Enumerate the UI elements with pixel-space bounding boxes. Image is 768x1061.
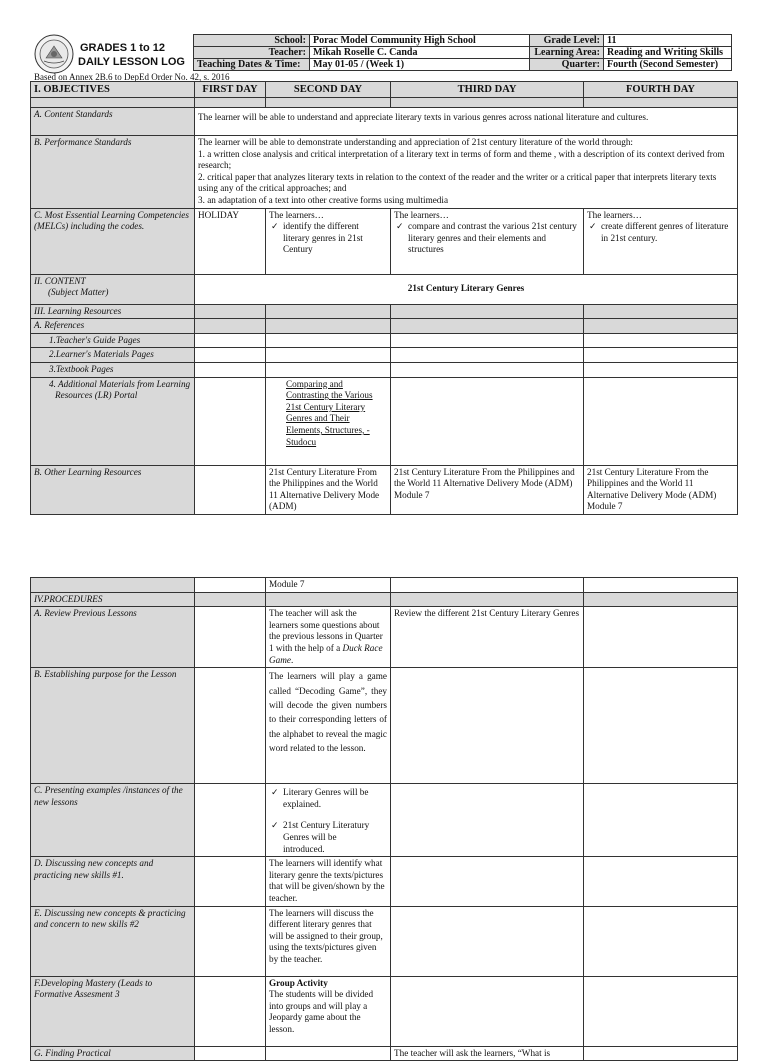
second-day-header: SECOND DAY: [266, 82, 391, 98]
content-label-line: II. CONTENT: [34, 275, 86, 286]
objectives-header: I. OBJECTIVES: [31, 82, 195, 98]
content-value: 21st Century Literary Genres: [195, 274, 738, 304]
review-text: The teacher will ask the learners some questions about the previous lessons in Quarter 1 with the help of a: [269, 608, 383, 653]
additional-materials-label: 4. Additional Materials from Learning Resources (LR) Portal: [31, 377, 195, 465]
quarter-label: Quarter:: [530, 59, 604, 71]
first-day-header: FIRST DAY: [195, 82, 266, 98]
duck-race-game: Duck Race Game: [269, 642, 383, 665]
discussing-2-day2: The learners will discuss the different literary genres that will be assigned to their group, using the texts/pictures given by the teacher.: [266, 906, 391, 976]
melc-day1: HOLIDAY: [195, 208, 266, 274]
studocu-link[interactable]: Comparing and Contrasting the Various 21st Century Literary Genres and Their Elements, Structures, - Studocu: [286, 378, 373, 447]
melc-intro: The learners…: [269, 209, 324, 220]
performance-standards-label: B. Performance Standards: [31, 136, 195, 209]
discussing-2-label: E. Discussing new concepts & practicing and concern to new skills #2: [31, 906, 195, 976]
dates-label: Teaching Dates & Time:: [194, 59, 310, 71]
textbook-pages-label: 3.Textbook Pages: [31, 362, 195, 377]
melc-item: ✓ identify the different literary genres in 21st Century: [269, 221, 387, 256]
melc-intro: The learners…: [394, 209, 449, 220]
purpose-day2: The learners will play a game called “Decoding Game”, they will decode the given numbers to their corresponding letters of the alphabet to reveal the magic word related to the lesson.: [266, 668, 391, 784]
document-title: [78, 41, 185, 69]
review-day3: Review the different 21st Century Literary Genres: [391, 607, 584, 668]
teachers-guide-label: 1.Teacher's Guide Pages: [31, 333, 195, 348]
review-text-end: .: [290, 654, 294, 665]
procedures-label: IV.PROCEDURES: [31, 592, 195, 607]
quarter-value: Fourth (Second Semester): [604, 59, 732, 71]
content-label: [31, 274, 195, 304]
discussing-1-label: D. Discussing new concepts and practicing new skills #1.: [31, 857, 195, 906]
performance-line: The learner will be able to demonstrate understanding and appreciation of 21st century literature of the world through:: [198, 137, 633, 147]
other-resources-day4: 21st Century Literature From the Philippines and the World 11 Alternative Delivery Mode (ADM) Module 7: [584, 465, 738, 514]
grade-label: Grade Level:: [530, 35, 604, 47]
content-label-line: (Subject Matter): [48, 287, 109, 298]
grade-value: 11: [604, 35, 732, 47]
performance-line: 1. a written close analysis and critical interpretation of a literary text in terms of form and theme , with a description of its context derived from research;: [198, 148, 725, 171]
learning-resources-label: III. Learning Resources: [31, 304, 195, 319]
school-label: School:: [194, 35, 310, 47]
dates-value: May 01-05 / (Week 1): [310, 59, 530, 71]
group-activity-text: The students will be divided into groups and will play a Jeopardy game about the lesson.: [269, 989, 374, 1034]
procedures-table: [30, 577, 738, 1061]
title-daily-lesson-log: DAILY LESSON LOG: [78, 56, 185, 68]
area-label: Learning Area:: [530, 47, 604, 59]
third-day-header: THIRD DAY: [391, 82, 584, 98]
mastery-day2: [266, 976, 391, 1046]
basis-note: Based on Annex 2B.6 to DepEd Order No. 42, s. 2016: [34, 72, 230, 82]
school-value: Porac Model Community High School: [310, 35, 530, 47]
performance-standards-text: [195, 136, 738, 209]
purpose-label: B. Establishing purpose for the Lesson: [31, 668, 195, 784]
other-resources-label: B. Other Learning Resources: [31, 465, 195, 514]
presenting-item: ✓ 21st Century Literatury Genres will be introduced.: [269, 820, 387, 855]
other-resources-day2: 21st Century Literature From the Philippines and the World 11 Alternative Delivery Mode (ADM): [266, 465, 391, 514]
teacher-value: Mikah Roselle C. Canda: [310, 47, 530, 59]
melc-day2: [266, 208, 391, 274]
melc-item: ✓ compare and contrast the various 21st century literary genres and their elements and structures: [394, 221, 580, 256]
learners-materials-label: 2.Learner's Materials Pages: [31, 348, 195, 363]
melc-day3: [391, 208, 584, 274]
content-standards-text: The learner will be able to understand and appreciate literary texts in various genres across national literature and cultures.: [195, 108, 738, 136]
melc-label: C. Most Essential Learning Competencies (MELCs) including the codes.: [31, 208, 195, 274]
fourth-day-header: FOURTH DAY: [584, 82, 738, 98]
melc-day4: [584, 208, 738, 274]
teacher-label: Teacher:: [194, 47, 310, 59]
practical-label: G. Finding Practical: [31, 1046, 195, 1061]
melc-item: ✓ create different genres of literature in 21st century.: [587, 221, 734, 244]
content-standards-label: A. Content Standards: [31, 108, 195, 136]
review-day2: [266, 607, 391, 668]
performance-line: 2. critical paper that analyzes literary texts in relation to the context of the reader and the writer or a critical paper that interprets literary texts using any of the critical approaches; and: [198, 171, 717, 194]
info-table: [193, 34, 732, 71]
other-resources-day3: 21st Century Literature From the Philippines and the World 11 Alternative Delivery Mode (ADM) Module 7: [391, 465, 584, 514]
performance-line: 3. an adaptation of a text into other creative forms using multimedia: [198, 194, 449, 205]
practical-day3: The teacher will ask the learners, “What is: [391, 1046, 584, 1061]
area-value: Reading and Writing Skills: [604, 47, 732, 59]
title-grades: GRADES 1 to 12: [80, 42, 165, 54]
review-label: A. Review Previous Lessons: [31, 607, 195, 668]
lesson-log-table: [30, 81, 738, 515]
presenting-label: C. Presenting examples /instances of the new lessons: [31, 784, 195, 857]
presenting-day2: [266, 784, 391, 857]
deped-seal-logo: [34, 34, 74, 74]
continued-module: Module 7: [266, 578, 391, 593]
melc-intro: The learners…: [587, 209, 642, 220]
presenting-item: ✓ Literary Genres will be explained.: [269, 787, 387, 810]
mastery-label: F.Developing Mastery (Leads to Formative Assesment 3: [31, 976, 195, 1046]
references-label: A. References: [31, 319, 195, 334]
group-activity-title: Group Activity: [269, 977, 328, 988]
discussing-1-day2: The learners will identify what literary genre the texts/pictures that will be given/shown by the teacher.: [266, 857, 391, 906]
